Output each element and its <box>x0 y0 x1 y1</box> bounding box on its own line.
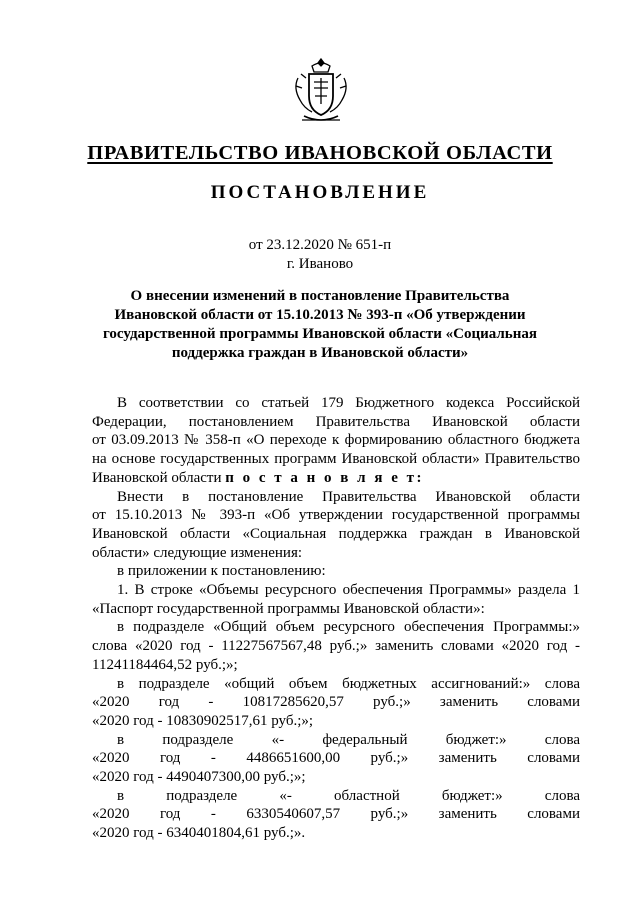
body-line: в подразделе «общий объем бюджетных ассигнований:» слова <box>117 675 580 692</box>
text-fragment: Ивановской области <box>92 469 226 486</box>
body-line: в подразделе «- федеральный бюджет:» слова <box>117 731 580 748</box>
coat-of-arms-emblem-icon <box>292 56 350 126</box>
body-line: в приложении к постановлению: <box>117 563 326 580</box>
body-line: Ивановской области «Социальная поддержка граждан в Ивановской <box>92 525 580 542</box>
colon: : <box>416 469 422 486</box>
spaced-keyword: п о с т а н о в л я е т <box>225 469 417 486</box>
body-line <box>92 469 580 488</box>
body-line: в подразделе «Общий объем ресурсного обеспечения Программы:» <box>117 619 580 636</box>
title-line: Ивановской области от 15.10.2013 № 393-п «Об утверждении <box>114 307 526 323</box>
body-line: «2020 год - 10830902517,61 руб.;»; <box>92 712 314 729</box>
body-line: «2020 год - 6340401804,61 руб.;». <box>92 825 306 842</box>
date-block <box>0 236 640 274</box>
document-type: ПОСТАНОВЛЕНИЕ <box>210 182 430 203</box>
body-line: области» следующие изменения: <box>92 544 303 561</box>
city: г. Иваново <box>286 256 354 272</box>
document-title <box>92 287 548 363</box>
body-line: 1. В строке «Объемы ресурсного обеспечения Программы» раздела 1 <box>117 582 580 599</box>
title-line: О внесении изменений в постановление Правительства <box>130 288 510 304</box>
body-line: слова «2020 год - 11227567567,48 руб.;» заменить словами «2020 год - <box>92 638 580 655</box>
body-line: на основе государственных программ Ивановской области» Правительство <box>92 451 580 468</box>
body-line: «2020 год - 4486651600,00 руб.;» заменить словами <box>92 750 580 767</box>
title-line: поддержка граждан в Ивановской области» <box>171 345 469 361</box>
body-line: «2020 год - 10817285620,57 руб.;» заменить словами <box>92 694 580 711</box>
body-line: В соответствии со статьей 179 Бюджетного кодекса Российской <box>117 395 580 411</box>
body-line: «Паспорт государственной программы Ивановской области»: <box>92 600 485 617</box>
document-body <box>92 394 580 843</box>
body-line: Внести в постановление Правительства Ивановской области <box>117 488 580 505</box>
body-line: в подразделе «- областной бюджет:» слова <box>117 787 580 804</box>
body-line: 11241184464,52 руб.;»; <box>92 656 238 673</box>
government-name: ПРАВИТЕЛЬСТВО ИВАНОВСКОЙ ОБЛАСТИ <box>87 142 553 164</box>
date-number: от 23.12.2020 № 651-п <box>248 237 392 253</box>
body-line: от 15.10.2013 № 393-п «Об утверждении государственной программы <box>92 507 580 524</box>
body-line: «2020 год - 6330540607,57 руб.;» заменить словами <box>92 806 580 823</box>
body-line: от 03.09.2013 № 358-п «О переходе к формированию областного бюджета <box>92 432 580 449</box>
body-line: Федерации, постановлением Правительства Ивановской области <box>92 413 580 430</box>
body-line: «2020 год - 4490407300,00 руб.;»; <box>92 769 306 786</box>
title-line: государственной программы Ивановской области «Социальная <box>102 326 537 342</box>
